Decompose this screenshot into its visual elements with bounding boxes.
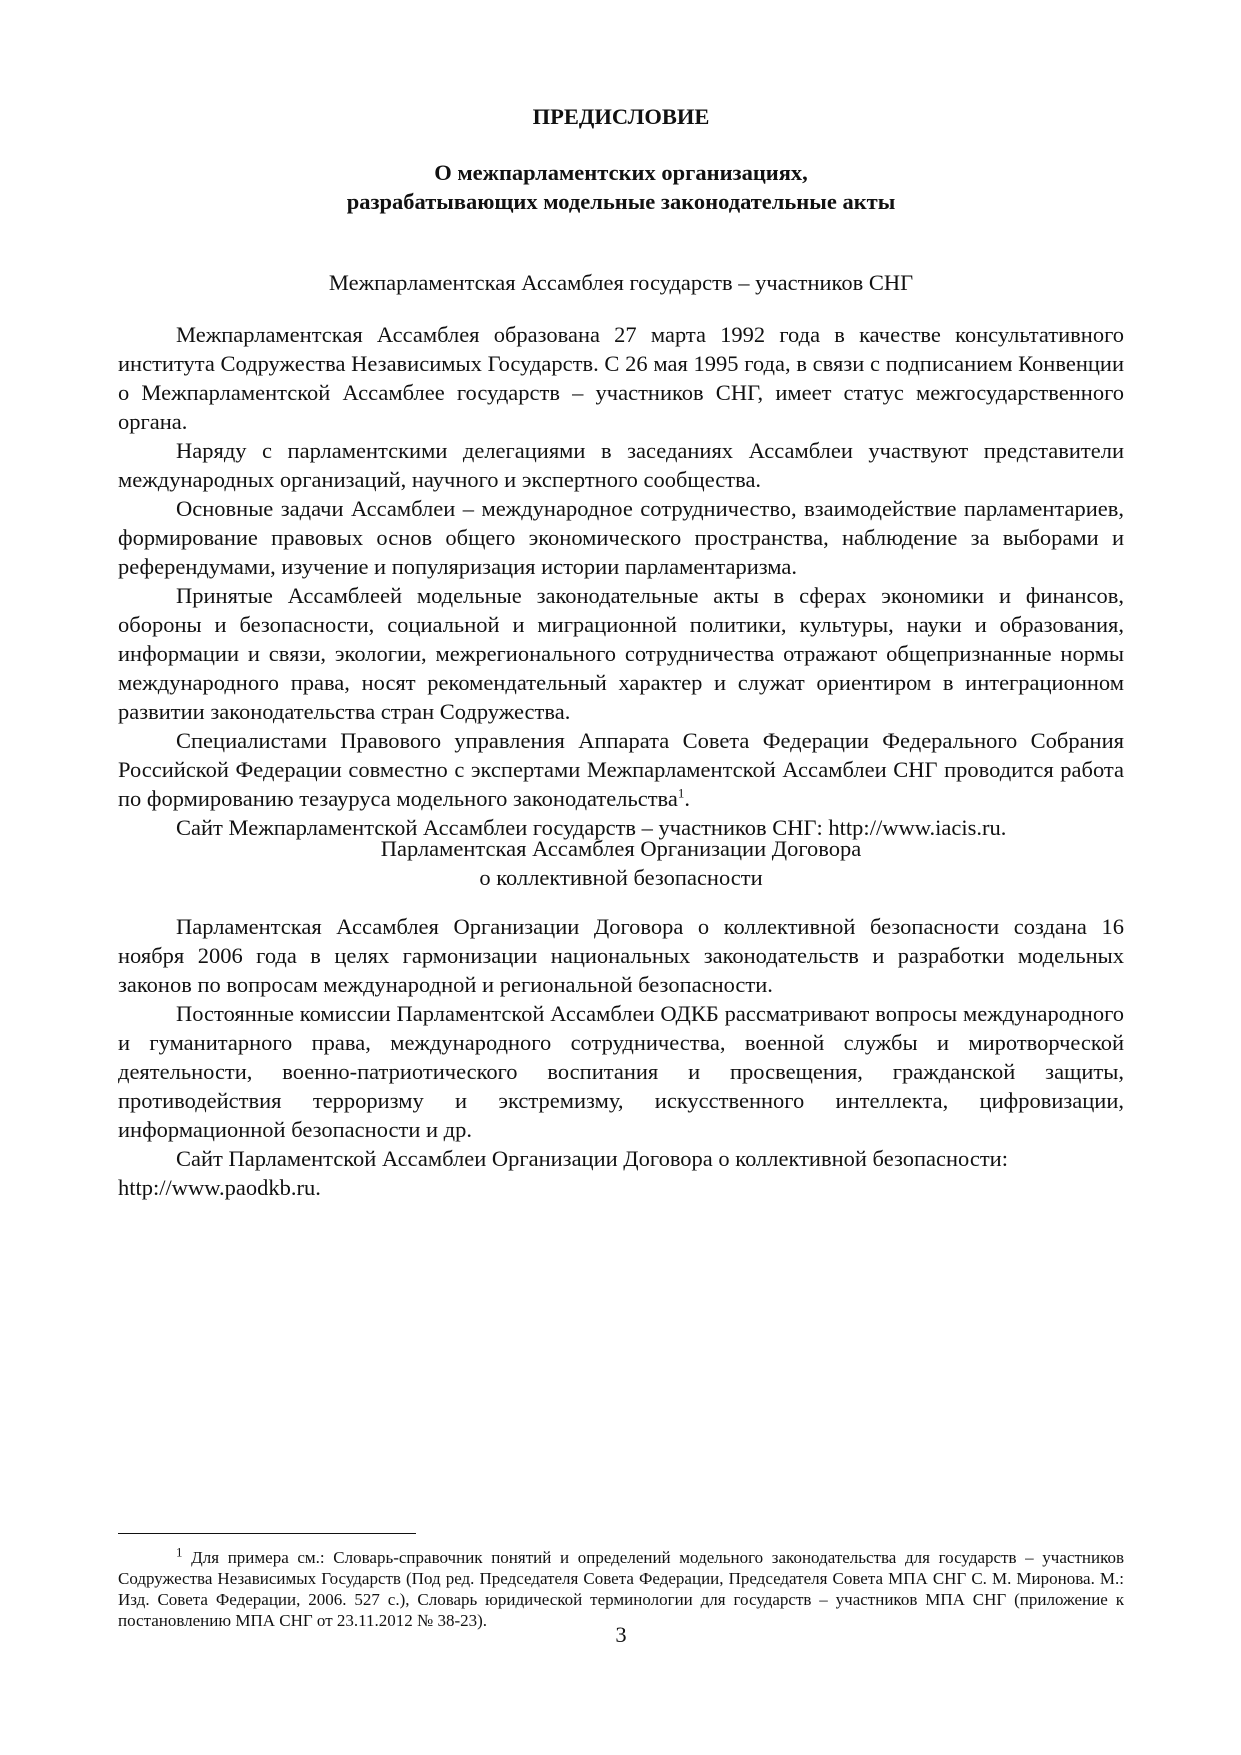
- section2-website-label: Сайт Парламентской Ассамблеи Организации Договора о коллективной безопасности:: [176, 1146, 1008, 1171]
- page-heading: ПРЕДИСЛОВИЕ: [532, 104, 710, 129]
- section1-website: Сайт Межпарламентской Ассамблеи государств – участников СНГ: http://www.iacis.ru.: [176, 815, 1007, 840]
- section1-paragraph: Межпарламентская Ассамблея образована 27 марта 1992 года в качестве консультативного института Содружества Независимых Государств. С 26 мая 1995 года, в связи с подписанием Конвенции о Межпарламентской Ассамблее государств – участников СНГ, имеет статус межгосударственного органа.: [118, 322, 1124, 434]
- section2-website-url: http://www.paodkb.ru.: [118, 1175, 321, 1200]
- section1-paragraph: Принятые Ассамблеей модельные законодательные акты в сферах экономики и финансов, обороны и безопасности, социальной и миграционной политики, культуры, науки и образования, информации и связи, экологии, межрегионального сотрудничества отражают общепризнанные нормы международного права, носят рекомендательный характер и служат ориентиром в интеграционном развитии законодательства стран Содружества.: [118, 583, 1124, 724]
- section2-title: [118, 834, 1124, 892]
- section2-title-line-1: Парламентская Ассамблея Организации Договора: [380, 836, 862, 861]
- subheading-line-2: разрабатывающих модельные законодательные акты: [346, 189, 896, 214]
- footnote: [118, 1544, 1124, 1631]
- section1-paragraph-thesaurus: [118, 726, 1124, 813]
- footnote-text-block: [118, 1544, 1124, 1631]
- section1-paragraph: Основные задачи Ассамблеи – международное сотрудничество, взаимодействие парламентариев, формирование правовых основ общего экономического пространства, наблюдение за выборами и референдумами, изучение и популяризация истории парламентаризма.: [118, 496, 1124, 579]
- section2-paragraph: Парламентская Ассамблея Организации Договора о коллективной безопасности создана 16 ноября 2006 года в целях гармонизации национальных законодательств и разработки модельных законов по вопросам международной и региональной безопасности.: [118, 914, 1124, 997]
- section1-paragraph: Наряду с парламентскими делегациями в заседаниях Ассамблеи участвуют представители международных организаций, научного и экспертного сообщества.: [118, 438, 1124, 492]
- section1-title: Межпарламентская Ассамблея государств – участников СНГ: [328, 270, 914, 295]
- thesaurus-text: Специалистами Правового управления Аппарата Совета Федерации Федерального Собрания Российской Федерации совместно с экспертами Межпарламентской Ассамблеи СНГ проводится работа по формированию тезауруса модельного законодательства: [118, 728, 1124, 811]
- section2-title-line-2: о коллективной безопасности: [479, 865, 763, 890]
- footnote-ref-tail: .: [684, 786, 690, 811]
- section2-paragraph: Постоянные комиссии Парламентской Ассамблеи ОДКБ рассматривают вопросы международного и гуманитарного права, международного сотрудничества, военной службы и миротворческой деятельности, военно-патриотического воспитания и просвещения, гражданской защиты, противодействия терроризму и экстремизму, искусственного интеллекта, цифровизации, информационной безопасности и др.: [118, 1001, 1124, 1142]
- footnote-marker: 1: [176, 1544, 183, 1560]
- footnote-separator: [118, 1533, 416, 1534]
- subheading-line-1: О межпарламентских организациях,: [434, 160, 808, 185]
- section1-body: [118, 320, 1124, 842]
- section2-body: [118, 912, 1124, 1202]
- footnote-reference[interactable]: 1: [677, 785, 685, 801]
- page-number: 3: [615, 1622, 627, 1647]
- footnote-text: Для примера см.: Словарь-справочник понятий и определений модельного законодательства для государств – участников Содружества Независимых Государств (Под ред. Председателя Совета Федерации, Председателя Совета МПА СНГ С. М. Миронова. М.: Изд. Совета Федерации, 2006. 527 с.), Словарь юридической терминологии для государств – участников МПА СНГ (приложение к постановлению МПА СНГ от 23.11.2012 № 38-23).: [118, 1548, 1124, 1630]
